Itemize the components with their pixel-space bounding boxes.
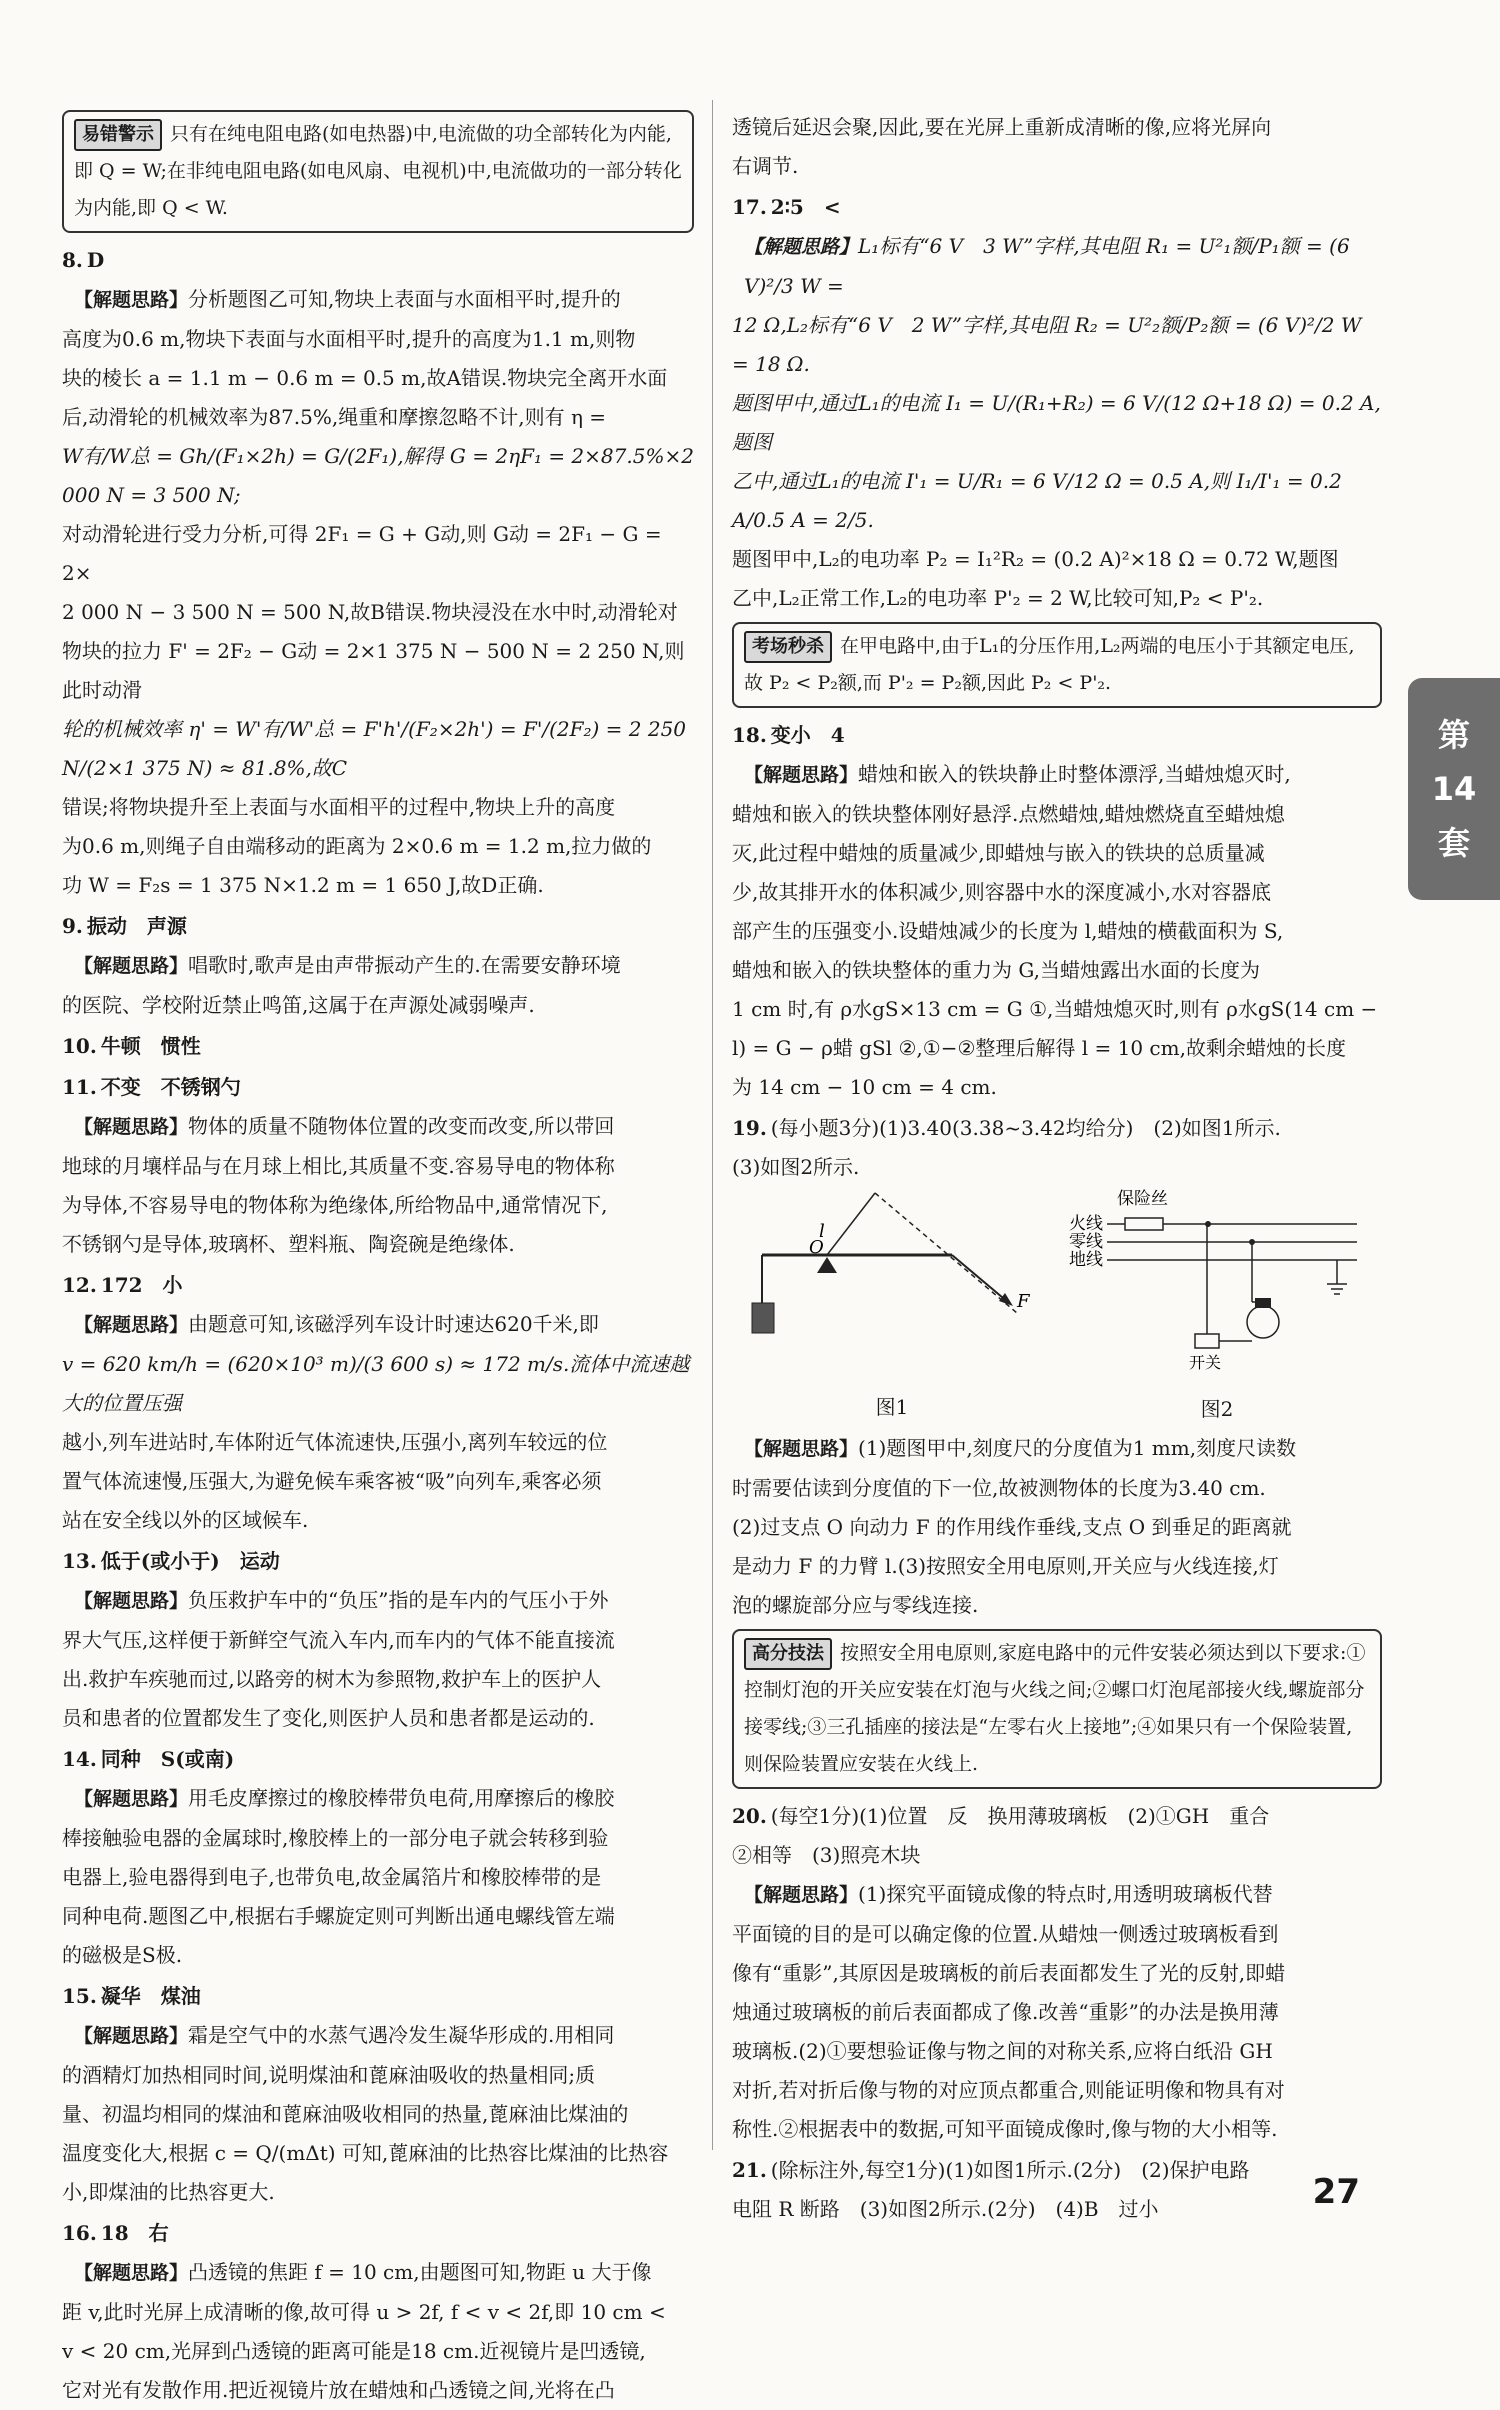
page-number: 27 (1312, 2172, 1360, 2212)
question-17 (732, 188, 1382, 618)
q17-tag: 【解题思路】 (744, 236, 859, 258)
label-f: F (1017, 1291, 1030, 1312)
figure-1-diagram (747, 1185, 1037, 1380)
question-16-continued (732, 108, 1382, 186)
q13-line: 界大气压,这样便于新鲜空气流入车内,而车内的气体不能直接流 (62, 1628, 615, 1652)
q15-line: 的酒精灯加热相同时间,说明煤油和蓖麻油吸收的热量相同;质 (62, 2063, 596, 2087)
q15-number: 15. (62, 1984, 97, 2008)
figure-1 (747, 1185, 1037, 1421)
q16-line: 距 v,此时光屏上成清晰的像,故可得 u > 2f, f < v < 2f,即 10 cm < (62, 2300, 666, 2324)
q8-tag: 【解题思路】 (74, 289, 189, 311)
q14-line: 棒接触验电器的金属球时,橡胶棒上的一部分电子就会转移到验 (62, 1826, 609, 1850)
q11-line: 为导体,不容易导电的物体称为绝缘体,所给物品中,通常情况下, (62, 1193, 608, 1217)
q12-answer: 172 小 (100, 1273, 183, 1297)
q18-line: 部产生的压强变小.设蜡烛减少的长度为 l,蜡烛的横截面积为 S, (732, 919, 1284, 943)
q9-answer: 振动 声源 (86, 914, 187, 938)
q11-tag: 【解题思路】 (74, 1116, 189, 1138)
section-tab-line2: 14 (1431, 770, 1477, 808)
bulb-icon (1247, 1306, 1279, 1338)
note-gaofen-label: 高分技法 (744, 1638, 832, 1670)
q19-line: (1)题图甲中,刻度尺的分度值为1 mm,刻度尺读数 (858, 1436, 1297, 1460)
q19-answer-line: (每小题3分)(1)3.40(3.38~3.42均给分) (2)如图1所示. (770, 1116, 1281, 1140)
label-fuse: 保险丝 (1117, 1189, 1168, 1209)
figure-2-caption: 图2 (1200, 1397, 1234, 1421)
q20-line: 称性.②根据表中的数据,可知平面镜成像时,像与物的大小相等. (732, 2117, 1278, 2141)
q18-line: 为 14 cm − 10 cm = 4 cm. (732, 1075, 997, 1099)
bulb-base (1255, 1298, 1271, 1308)
q15-line: 小,即煤油的比热容更大. (62, 2180, 275, 2204)
q20-answer-line: ②相等 (3)照亮木块 (732, 1843, 921, 1867)
note-cuowu-label: 易错警示 (74, 119, 162, 151)
q14-answer: 同种 S(或南) (100, 1747, 235, 1771)
q20-line: 像有“重影”,其原因是玻璃板的前后表面都发生了光的反射,即蜡 (732, 1961, 1286, 1985)
q8-line: 2 000 N − 3 500 N = 500 N,故B错误.物块浸没在水中时,动滑轮对 (62, 600, 678, 624)
q12-line: 站在安全线以外的区域候车. (62, 1508, 309, 1532)
q8-line: 物块的拉力 F' = 2F₂ − G动 = 2×1 375 N − 500 N = 2 250 N,则此时动滑 (62, 639, 685, 702)
note-miaosha (732, 622, 1382, 708)
q17-line: 题图甲中,L₂的电功率 P₂ = I₁²R₂ = (0.2 A)²×18 Ω = 0.72 W,题图 (732, 547, 1339, 571)
figure-1-caption: 图1 (875, 1395, 909, 1419)
question-18 (732, 716, 1382, 1107)
q18-line: 少,故其排开水的体积减少,则容器中水的深度减小,水对容器底 (732, 880, 1272, 904)
q8-line: W有/W总 = Gh/(F₁×2h) = G/(2F₁),解得 G = 2ηF₁ = 2×87.5%×2 000 N = 3 500 N; (62, 444, 694, 507)
label-o: O (809, 1237, 824, 1258)
q16-cont-line: 透镜后延迟会聚,因此,要在光屏上重新成清晰的像,应将光屏向 (732, 115, 1272, 139)
q10-answer: 牛顿 惯性 (100, 1034, 201, 1058)
label-switch: 开关 (1189, 1353, 1222, 1372)
q9-line: 的医院、学校附近禁止鸣笛,这属于在声源处减弱噪声. (62, 993, 535, 1017)
q14-line: 的磁极是S极. (62, 1943, 183, 1967)
question-12 (62, 1266, 694, 1540)
question-19 (732, 1109, 1382, 1625)
q20-line: 烛通过玻璃板的前后表面都成了像.改善“重影”的办法是换用薄 (732, 2000, 1279, 2024)
q13-answer: 低于(或小于) 运动 (100, 1549, 280, 1573)
moment-arm-line (827, 1193, 875, 1255)
q21-number: 21. (732, 2158, 767, 2182)
q17-line: 乙中,L₂正常工作,L₂的电功率 P'₂ = 2 W,比较可知,P₂ < P'₂. (732, 586, 1264, 610)
q17-line: L₁标有“6 V 3 W”字样,其电阻 R₁ = U²₁额/P₁额 = (6 V)²/3 W = (744, 234, 1350, 298)
q10-number: 10. (62, 1034, 97, 1058)
q8-line: 分析题图乙可知,物块上表面与水面相平时,提升的 (188, 287, 621, 311)
q11-line: 地球的月壤样品与在月球上相比,其质量不变.容易导电的物体称 (62, 1154, 615, 1178)
q15-line: 温度变化大,根据 c = Q/(mΔt) 可知,蓖麻油的比热容比煤油的比热容 (62, 2141, 669, 2165)
q8-line: 对动滑轮进行受力分析,可得 2F₁ = G + G动,则 G动 = 2F₁ − G = 2× (62, 522, 662, 585)
q17-line: 12 Ω,L₂标有“6 V 2 W”字样,其电阻 R₂ = U²₂额/P₂额 = (6 V)²/2 W = 18 Ω. (732, 313, 1362, 376)
q13-line: 负压救护车中的“负压”指的是车内的气压小于外 (188, 1588, 609, 1612)
q8-line: 高度为0.6 m,物块下表面与水面相平时,提升的高度为1.1 m,则物 (62, 327, 636, 351)
fulcrum-icon (817, 1257, 837, 1273)
left-column (62, 106, 694, 2410)
note-cuowu (62, 110, 694, 233)
q13-tag: 【解题思路】 (74, 1590, 189, 1612)
q16-tag: 【解题思路】 (74, 2262, 189, 2284)
label-ground: 地线 (1069, 1250, 1103, 1270)
q13-line: 出.救护车疾驰而过,以路旁的树木为参照物,救护车上的医护人 (62, 1667, 602, 1691)
q11-line: 不锈钢勺是导体,玻璃杯、塑料瓶、陶瓷碗是绝缘体. (62, 1232, 515, 1256)
label-neutral: 零线 (1069, 1232, 1103, 1252)
q8-line: 为0.6 m,则绳子自由端移动的距离为 2×0.6 m = 1.2 m,拉力做的 (62, 834, 652, 858)
q12-line: 越小,列车进站时,车体附近气体流速快,压强小,离列车较远的位 (62, 1430, 608, 1454)
question-20 (732, 1797, 1382, 2149)
label-live: 火线 (1069, 1214, 1103, 1234)
q19-line: 泡的螺旋部分应与零线连接. (732, 1593, 979, 1617)
q20-answer-line: (每空1分)(1)位置 反 换用薄玻璃板 (2)①GH 重合 (770, 1804, 1270, 1828)
figure-2-diagram (1067, 1184, 1367, 1384)
note-gaofen (732, 1629, 1382, 1789)
q20-number: 20. (732, 1804, 767, 1828)
q15-tag: 【解题思路】 (74, 2025, 189, 2047)
hanging-weight (752, 1303, 774, 1333)
q11-line: 物体的质量不随物体位置的改变而改变,所以带回 (188, 1114, 615, 1138)
q20-tag: 【解题思路】 (744, 1884, 859, 1906)
q19-answer-line: (3)如图2所示. (732, 1155, 860, 1179)
q19-line: 时需要估读到分度值的下一位,故被测物体的长度为3.40 cm. (732, 1476, 1266, 1500)
q16-number: 16. (62, 2221, 97, 2245)
q17-answer: 2∶5 < (770, 195, 841, 219)
force-arrow (952, 1255, 1009, 1303)
fuse-icon (1125, 1218, 1163, 1230)
q9-tag: 【解题思路】 (74, 955, 189, 977)
q15-answer: 凝华 煤油 (100, 1984, 201, 2008)
q18-line: 蜡烛和嵌入的铁块整体的重力为 G,当蜡烛露出水面的长度为 (732, 958, 1260, 982)
q17-line: 题图甲中,通过L₁的电流 I₁ = U/(R₁+R₂) = 6 V/(12 Ω+18 Ω) = 0.2 A,题图 (732, 391, 1381, 454)
q18-line: 灭,此过程中蜡烛的质量减少,即蜡烛与嵌入的铁块的总质量减 (732, 841, 1265, 865)
question-9 (62, 907, 694, 1025)
q8-line: 块的棱长 a = 1.1 m − 0.6 m = 0.5 m,故A错误.物块完全离开水面 (62, 366, 668, 390)
q12-line: 置气体流速慢,压强大,为避免候车乘客被“吸”向列车,乘客必须 (62, 1469, 602, 1493)
q8-line: 轮的机械效率 η' = W'有/W'总 = F'h'/(F₂×2h') = F'/(2F₂) = 2 250 N/(2×1 375 N) ≈ 81.8%,故C (62, 717, 687, 780)
q19-line: (2)过支点 O 向动力 F 的作用线作垂线,支点 O 到垂足的距离就 (732, 1515, 1292, 1539)
q12-line: v = 620 km/h = (620×10³ m)/(3 600 s) ≈ 172 m/s.流体中流速越大的位置压强 (62, 1352, 690, 1415)
q18-answer: 变小 4 (770, 723, 845, 747)
q8-number: 8. (62, 248, 83, 272)
q16-line: 它对光有发散作用.把近视镜片放在蜡烛和凸透镜之间,光将在凸 (62, 2378, 615, 2402)
q18-line: 1 cm 时,有 ρ水gS×13 cm = G ①,当蜡烛熄灭时,则有 ρ水gS(14 cm − (732, 997, 1378, 1021)
q13-number: 13. (62, 1549, 97, 1573)
section-tab (1408, 678, 1500, 900)
q19-figures (732, 1191, 1382, 1421)
q20-line: 对折,若对折后像与物的对应顶点都重合,则能证明像和物具有对 (732, 2078, 1285, 2102)
q16-cont-line: 右调节. (732, 154, 799, 178)
q17-line: 乙中,通过L₁的电流 I'₁ = U/R₁ = 6 V/12 Ω = 0.5 A,则 I₁/I'₁ = 0.2 A/0.5 A = 2/5. (732, 469, 1342, 532)
q14-line: 电器上,验电器得到电子,也带负电,故金属箔片和橡胶棒带的是 (62, 1865, 602, 1889)
question-14 (62, 1740, 694, 1975)
q15-line: 霜是空气中的水蒸气遇冷发生凝华形成的.用相同 (188, 2023, 615, 2047)
q17-number: 17. (732, 195, 767, 219)
question-16 (62, 2214, 694, 2410)
q20-line: 玻璃板.(2)①要想验证像与物之间的对称关系,应将白纸沿 GH (732, 2039, 1273, 2063)
q19-number: 19. (732, 1116, 767, 1140)
note-cuowu-text: 只有在纯电阻电路(如电热器)中,电流做的功全部转化为内能,即 Q = W;在非纯电阻电路(如电风扇、电视机)中,电流做功的一部分转化为内能,即 Q < W. (74, 123, 682, 219)
q14-line: 同种电荷.题图乙中,根据右手螺旋定则可判断出通电螺线管左端 (62, 1904, 615, 1928)
q18-tag: 【解题思路】 (744, 764, 859, 786)
q19-tag: 【解题思路】 (744, 1438, 859, 1460)
q21-answer-line: (除标注外,每空1分)(1)如图1所示.(2分) (2)保护电路 (770, 2158, 1250, 2182)
q14-number: 14. (62, 1747, 97, 1771)
question-10 (62, 1027, 694, 1066)
question-15 (62, 1977, 694, 2212)
q8-line: 后,动滑轮的机械效率为87.5%,绳重和摩擦忽略不计,则有 η = (62, 405, 607, 429)
q16-line: 凸透镜的焦距 f = 10 cm,由题图可知,物距 u 大于像 (188, 2260, 652, 2284)
q8-line: 错误;将物块提升至上表面与水面相平的过程中,物块上升的高度 (62, 795, 616, 819)
note-miaosha-text: 在甲电路中,由于L₁的分压作用,L₂两端的电压小于其额定电压,故 P₂ < P₂额,而 P'₂ = P₂额,因此 P₂ < P'₂. (744, 635, 1355, 694)
question-21 (732, 2151, 1382, 2229)
q12-tag: 【解题思路】 (74, 1314, 189, 1336)
q8-answer: D (86, 248, 105, 272)
q18-line: l) = G − ρ蜡 gSl ②,①−②整理后解得 l = 10 cm,故剩余蜡烛的长度 (732, 1036, 1346, 1060)
q15-line: 量、初温均相同的煤油和蓖麻油吸收相同的热量,蓖麻油比煤油的 (62, 2102, 629, 2126)
note-gaofen-text: 按照安全用电原则,家庭电路中的元件安装必须达到以下要求:①控制灯泡的开关应安装在灯泡与火线之间;②螺口灯泡尾部接火线,螺旋部分接零线;③三孔插座的接法是“左零右火上接地”;④如果只有一个保险装置,则保险装置应安装在火线上. (744, 1642, 1366, 1775)
q19-line: 是动力 F 的力臂 l.(3)按照安全用电原则,开关应与火线连接,灯 (732, 1554, 1279, 1578)
question-11 (62, 1068, 694, 1264)
question-8 (62, 241, 694, 905)
q12-line: 由题意可知,该磁浮列车设计时速达620千米,即 (188, 1312, 599, 1336)
column-divider (712, 100, 713, 2150)
q21-answer-line: 电阻 R 断路 (3)如图2所示.(2分) (4)B 过小 (732, 2197, 1159, 2221)
section-tab-line1: 第 (1437, 716, 1470, 754)
note-miaosha-label: 考场秒杀 (744, 631, 832, 663)
label-l: l (819, 1221, 825, 1242)
q11-number: 11. (62, 1075, 97, 1099)
q20-line: (1)探究平面镜成像的特点时,用透明玻璃板代替 (858, 1882, 1273, 1906)
q13-line: 员和患者的位置都发生了变化,则医护人员和患者都是运动的. (62, 1706, 595, 1730)
q18-line: 蜡烛和嵌入的铁块静止时整体漂浮,当蜡烛熄灭时, (858, 762, 1291, 786)
q14-line: 用毛皮摩擦过的橡胶棒带负电荷,用摩擦后的橡胶 (188, 1786, 615, 1810)
q16-answer: 18 右 (100, 2221, 169, 2245)
q11-answer: 不变 不锈钢勺 (100, 1075, 241, 1099)
q14-tag: 【解题思路】 (74, 1788, 189, 1810)
q18-line: 蜡烛和嵌入的铁块整体刚好悬浮.点燃蜡烛,蜡烛燃烧直至蜡烛熄 (732, 802, 1285, 826)
q16-line: v < 20 cm,光屏到凸透镜的距离可能是18 cm.近视镜片是凹透镜, (62, 2339, 646, 2363)
q12-number: 12. (62, 1273, 97, 1297)
switch-icon (1195, 1334, 1219, 1348)
right-column (732, 106, 1382, 2229)
force-line-of-action (875, 1193, 1017, 1313)
q18-number: 18. (732, 723, 767, 747)
q20-line: 平面镜的目的是可以确定像的位置.从蜡烛一侧透过玻璃板看到 (732, 1922, 1279, 1946)
figure-2 (1067, 1184, 1367, 1421)
q9-line: 唱歌时,歌声是由声带振动产生的.在需要安静环境 (188, 953, 621, 977)
q8-line: 功 W = F₂s = 1 375 N×1.2 m = 1 650 J,故D正确. (62, 873, 544, 897)
section-tab-line3: 套 (1437, 824, 1470, 862)
q9-number: 9. (62, 914, 83, 938)
question-13 (62, 1542, 694, 1738)
